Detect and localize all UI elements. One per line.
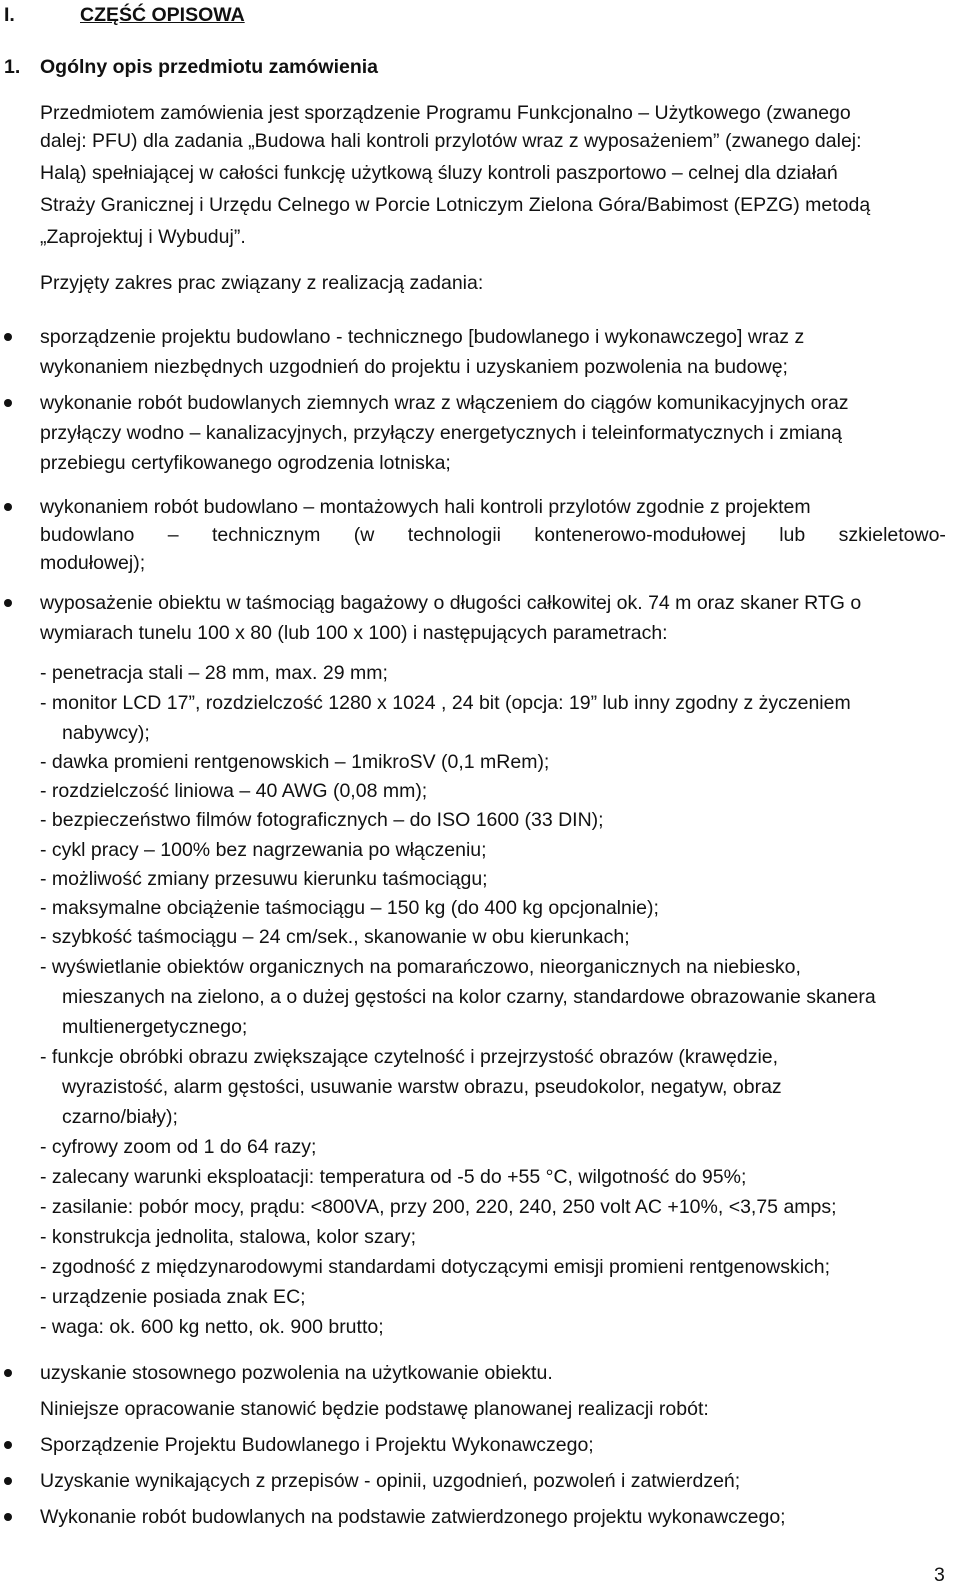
- list-item-line: wykonanie robót budowlanych ziemnych wraz z włączeniem do ciągów komunikacyjnych oraz: [40, 392, 849, 414]
- list-item-line: wykonaniem niezbędnych uzgodnień do projektu i uzyskaniem pozwolenia na budowę;: [40, 356, 788, 378]
- bullet-icon: [4, 1441, 12, 1449]
- param-line: - bezpieczeństwo filmów fotograficznych – do ISO 1600 (33 DIN);: [40, 809, 604, 831]
- param-line: mieszanych na zielono, a o dużej gęstości na kolor czarny, standardowe obrazowanie skanera: [62, 986, 876, 1008]
- bullet-icon: [4, 1513, 12, 1521]
- justified-word: budowlano: [40, 524, 135, 546]
- param-line: - waga: ok. 600 kg netto, ok. 900 brutto;: [40, 1316, 384, 1338]
- page-number: 3: [934, 1564, 945, 1586]
- param-line: - urządzenie posiada znak EC;: [40, 1286, 306, 1308]
- bullet-icon: [4, 503, 12, 511]
- param-line: - cykl pracy – 100% bez nagrzewania po włączeniu;: [40, 839, 487, 861]
- justified-word: kontenerowo-modułowej: [534, 524, 746, 546]
- param-line: - zgodność z międzynarodowymi standardami dotyczącymi emisji promieni rentgenowskich;: [40, 1256, 831, 1278]
- param-line: - możliwość zmiany przesuwu kierunku taśmociągu;: [40, 868, 488, 890]
- list-item-line: uzyskanie stosownego pozwolenia na użytkowanie obiektu.: [40, 1362, 553, 1384]
- param-line: wyrazistość, alarm gęstości, usuwanie warstw obrazu, pseudokolor, negatyw, obraz: [62, 1076, 782, 1098]
- justified-word: lub: [779, 524, 806, 546]
- param-line: - cyfrowy zoom od 1 do 64 razy;: [40, 1136, 317, 1158]
- bullet-icon: [4, 1477, 12, 1485]
- intro-line: Halą) spełniającej w całości funkcję użytkową śluzy kontroli paszportowo – celnej dla działań: [40, 162, 838, 184]
- scope-heading: Przyjęty zakres prac związany z realizacją zadania:: [40, 272, 484, 294]
- param-line: - monitor LCD 17”, rozdzielczość 1280 x 1024 , 24 bit (opcja: 19” lub inny zgodny z życzeniem: [40, 692, 851, 714]
- subsection-title: Ogólny opis przedmiotu zamówienia: [40, 56, 379, 78]
- param-line: - konstrukcja jednolita, stalowa, kolor szary;: [40, 1226, 417, 1248]
- param-line: - zasilanie: pobór mocy, prądu: <800VA, przy 200, 220, 240, 250 volt AC +10%, <3,75 amps;: [40, 1196, 837, 1218]
- param-line: - maksymalne obciążenie taśmociągu – 150 kg (do 400 kg opcjonalnie);: [40, 897, 659, 919]
- list-item-line: sporządzenie projektu budowlano - technicznego [budowlanego i wykonawczego] wraz z: [40, 326, 805, 348]
- basis-text: Niniejsze opracowanie stanowić będzie podstawę planowanej realizacji robót:: [40, 1398, 709, 1420]
- bullet-icon: [4, 399, 12, 407]
- param-line: - szybkość taśmociągu – 24 cm/sek., skanowanie w obu kierunkach;: [40, 926, 630, 948]
- intro-line: dalej: PFU) dla zadania „Budowa hali kontroli przylotów wraz z wyposażeniem” (zwanego dalej:: [40, 130, 862, 152]
- section-number: I.: [4, 4, 15, 26]
- list-item-line: Uzyskanie wynikających z przepisów - opinii, uzgodnień, pozwoleń i zatwierdzeń;: [40, 1470, 741, 1492]
- justified-word: technologii: [407, 524, 502, 546]
- bullet-icon: [4, 333, 12, 341]
- section-title: CZĘŚĆ OPISOWA: [80, 4, 245, 26]
- intro-line: Straży Granicznej i Urzędu Celnego w Porcie Lotniczym Zielona Góra/Babimost (EPZG) metodą: [40, 194, 871, 216]
- param-line: - penetracja stali – 28 mm, max. 29 mm;: [40, 662, 388, 684]
- list-item-line: przyłączy wodno – kanalizacyjnych, przyłączy energetycznych i teleinformatycznych i zmianą: [40, 422, 843, 444]
- param-line: - rozdzielczość liniowa – 40 AWG (0,08 mm);: [40, 780, 428, 802]
- justified-word: –: [167, 524, 179, 546]
- list-item-line: wyposażenie obiektu w taśmociąg bagażowy o długości całkowitej ok. 74 m oraz skaner RTG o: [40, 592, 862, 614]
- justified-word: szkieletowo-: [838, 524, 946, 546]
- justified-word: (w: [353, 524, 375, 546]
- bullet-icon: [4, 599, 12, 607]
- intro-line: Przedmiotem zamówienia jest sporządzenie Programu Funkcjonalno – Użytkowego (zwanego: [40, 102, 851, 124]
- subsection-number: 1.: [4, 56, 21, 78]
- param-line: czarno/biały);: [62, 1106, 178, 1128]
- intro-line: „Zaprojektuj i Wybuduj”.: [40, 226, 246, 248]
- param-line: - dawka promieni rentgenowskich – 1mikroSV (0,1 mRem);: [40, 751, 550, 773]
- param-line: - wyświetlanie obiektów organicznych na pomarańczowo, nieorganicznych na niebiesko,: [40, 956, 801, 978]
- list-item-line: wykonaniem robót budowlano – montażowych hali kontroli przylotów zgodnie z projektem: [40, 496, 811, 518]
- justified-word: technicznym: [212, 524, 321, 546]
- list-item-line: modułowej);: [40, 552, 146, 574]
- bullet-icon: [4, 1369, 12, 1377]
- param-line: - funkcje obróbki obrazu zwiększające czytelność i przejrzystość obrazów (krawędzie,: [40, 1046, 779, 1068]
- list-item-line: [40, 522, 946, 548]
- param-line: nabywcy);: [62, 722, 150, 744]
- list-item-line: wymiarach tunelu 100 x 80 (lub 100 x 100) i następujących parametrach:: [40, 622, 668, 644]
- param-line: multienergetycznego;: [62, 1016, 248, 1038]
- list-item-line: przebiegu certyfikowanego ogrodzenia lotniska;: [40, 452, 451, 474]
- param-line: - zalecany warunki eksploatacji: temperatura od -5 do +55 °C, wilgotność do 95%;: [40, 1166, 747, 1188]
- list-item-line: Wykonanie robót budowlanych na podstawie zatwierdzonego projektu wykonawczego;: [40, 1506, 786, 1528]
- list-item-line: Sporządzenie Projektu Budowlanego i Projektu Wykonawczego;: [40, 1434, 594, 1456]
